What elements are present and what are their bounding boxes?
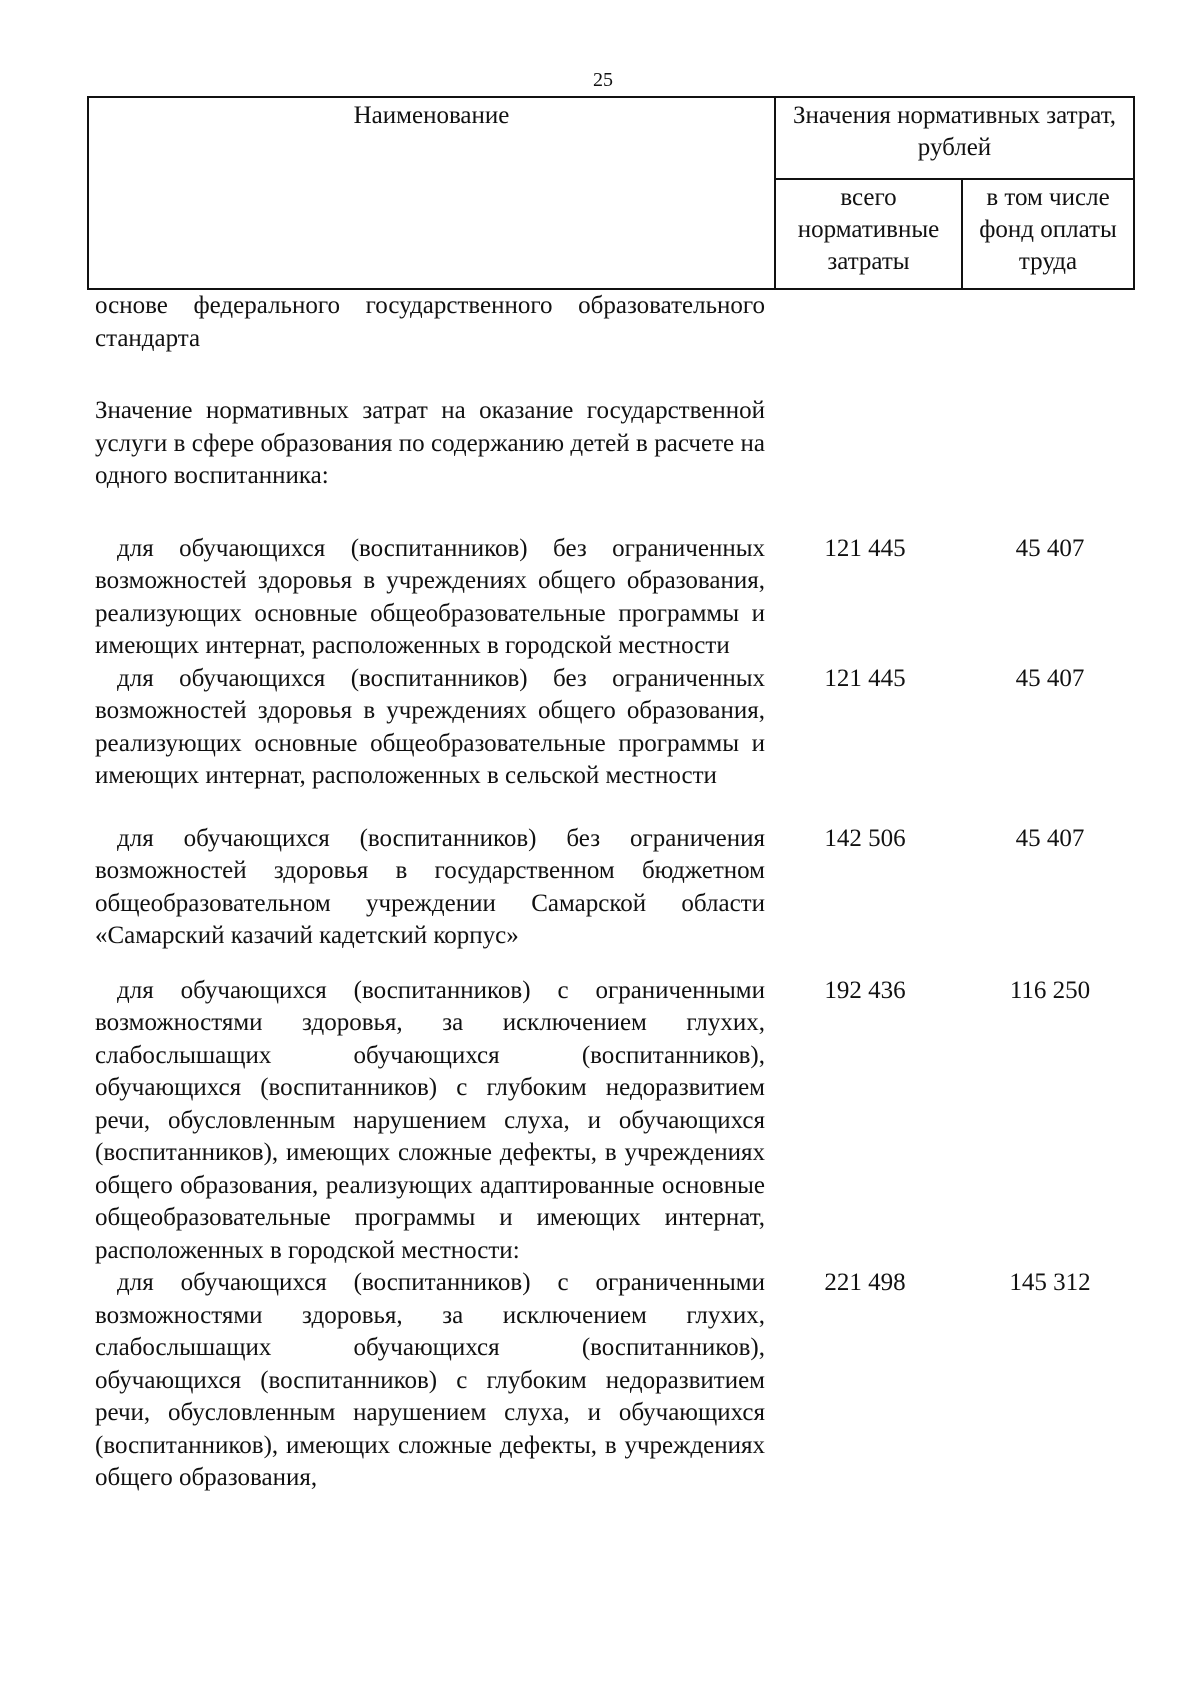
table-body bbox=[95, 290, 1135, 1495]
row-wage-fund: 45 407 bbox=[1015, 824, 1085, 852]
row-total bbox=[765, 395, 965, 493]
row-name: для обучающихся (воспитанников) без ограничения возможностей здоровья в государственном бюджетном общеобразовательном учреждении Самарской области «Самарский казачий кадетский корпус» bbox=[95, 824, 765, 949]
row-name: для обучающихся (воспитанников) без ограниченных возможностей здоровья в учреждениях общего образования, реализующих основные общеобразовательные программы и имеющих интернат, расположенных в сельской местности bbox=[95, 664, 765, 789]
row-total bbox=[765, 290, 965, 355]
row-total: 121 445 bbox=[824, 664, 906, 692]
table-row bbox=[95, 823, 1135, 953]
column-header-values-group: Значения нормативных затрат, рублей bbox=[775, 97, 1134, 179]
row-wage-fund bbox=[965, 395, 1135, 493]
row-wage-fund bbox=[965, 290, 1135, 355]
row-name: для обучающихся (воспитанников) с ограниченными возможностями здоровья, за исключением глухих, слабослышащих обучающихся (воспитанников), обучающихся (воспитанников) с глубоким недоразвитием речи, обусловленным нарушением слуха, и обучающихся (воспитанников), имеющих сложные дефекты, в учреждениях общего образования, bbox=[95, 1269, 765, 1491]
row-wage-fund: 116 250 bbox=[1009, 976, 1091, 1004]
table-row bbox=[95, 1267, 1135, 1495]
table-row bbox=[95, 395, 1135, 493]
column-header-name: Наименование bbox=[88, 97, 775, 289]
row-total: 121 445 bbox=[824, 534, 906, 562]
header-table bbox=[87, 96, 1135, 290]
table-row bbox=[95, 290, 1135, 355]
row-name: Значение нормативных затрат на оказание государственной услуги в сфере образования по содержанию детей в расчете на одного воспитанника: bbox=[95, 397, 765, 489]
column-header-total: всего нормативные затраты bbox=[775, 179, 962, 289]
table-row bbox=[95, 975, 1135, 1268]
table-row bbox=[95, 533, 1135, 663]
row-total: 192 436 bbox=[824, 976, 906, 1004]
page-number: 25 bbox=[593, 69, 613, 91]
row-total: 142 506 bbox=[824, 824, 906, 852]
row-wage-fund: 45 407 bbox=[1015, 534, 1085, 562]
table-row bbox=[95, 663, 1135, 793]
column-header-wage-fund: в том числе фонд оплаты труда bbox=[962, 179, 1134, 289]
row-name: основе федерального государственного образовательного стандарта bbox=[95, 292, 765, 352]
row-name: для обучающихся (воспитанников) без ограниченных возможностей здоровья в учреждениях общего образования, реализующих основные общеобразовательные программы и имеющих интернат, расположенных в городской местности bbox=[95, 534, 765, 659]
row-name: для обучающихся (воспитанников) с ограниченными возможностями здоровья, за исключением глухих, слабослышащих обучающихся (воспитанников), обучающихся (воспитанников) с глубоким недоразвитием речи, обусловленным нарушением слуха, и обучающихся (воспитанников), имеющих сложные дефекты, в учреждениях общего образования, реализующих адаптированные основные общеобразовательные программы и имеющих интернат, расположенных в городской местности: bbox=[95, 976, 765, 1264]
row-total: 221 498 bbox=[824, 1269, 906, 1296]
row-wage-fund: 145 312 bbox=[1009, 1269, 1091, 1296]
row-wage-fund: 45 407 bbox=[1015, 664, 1085, 692]
